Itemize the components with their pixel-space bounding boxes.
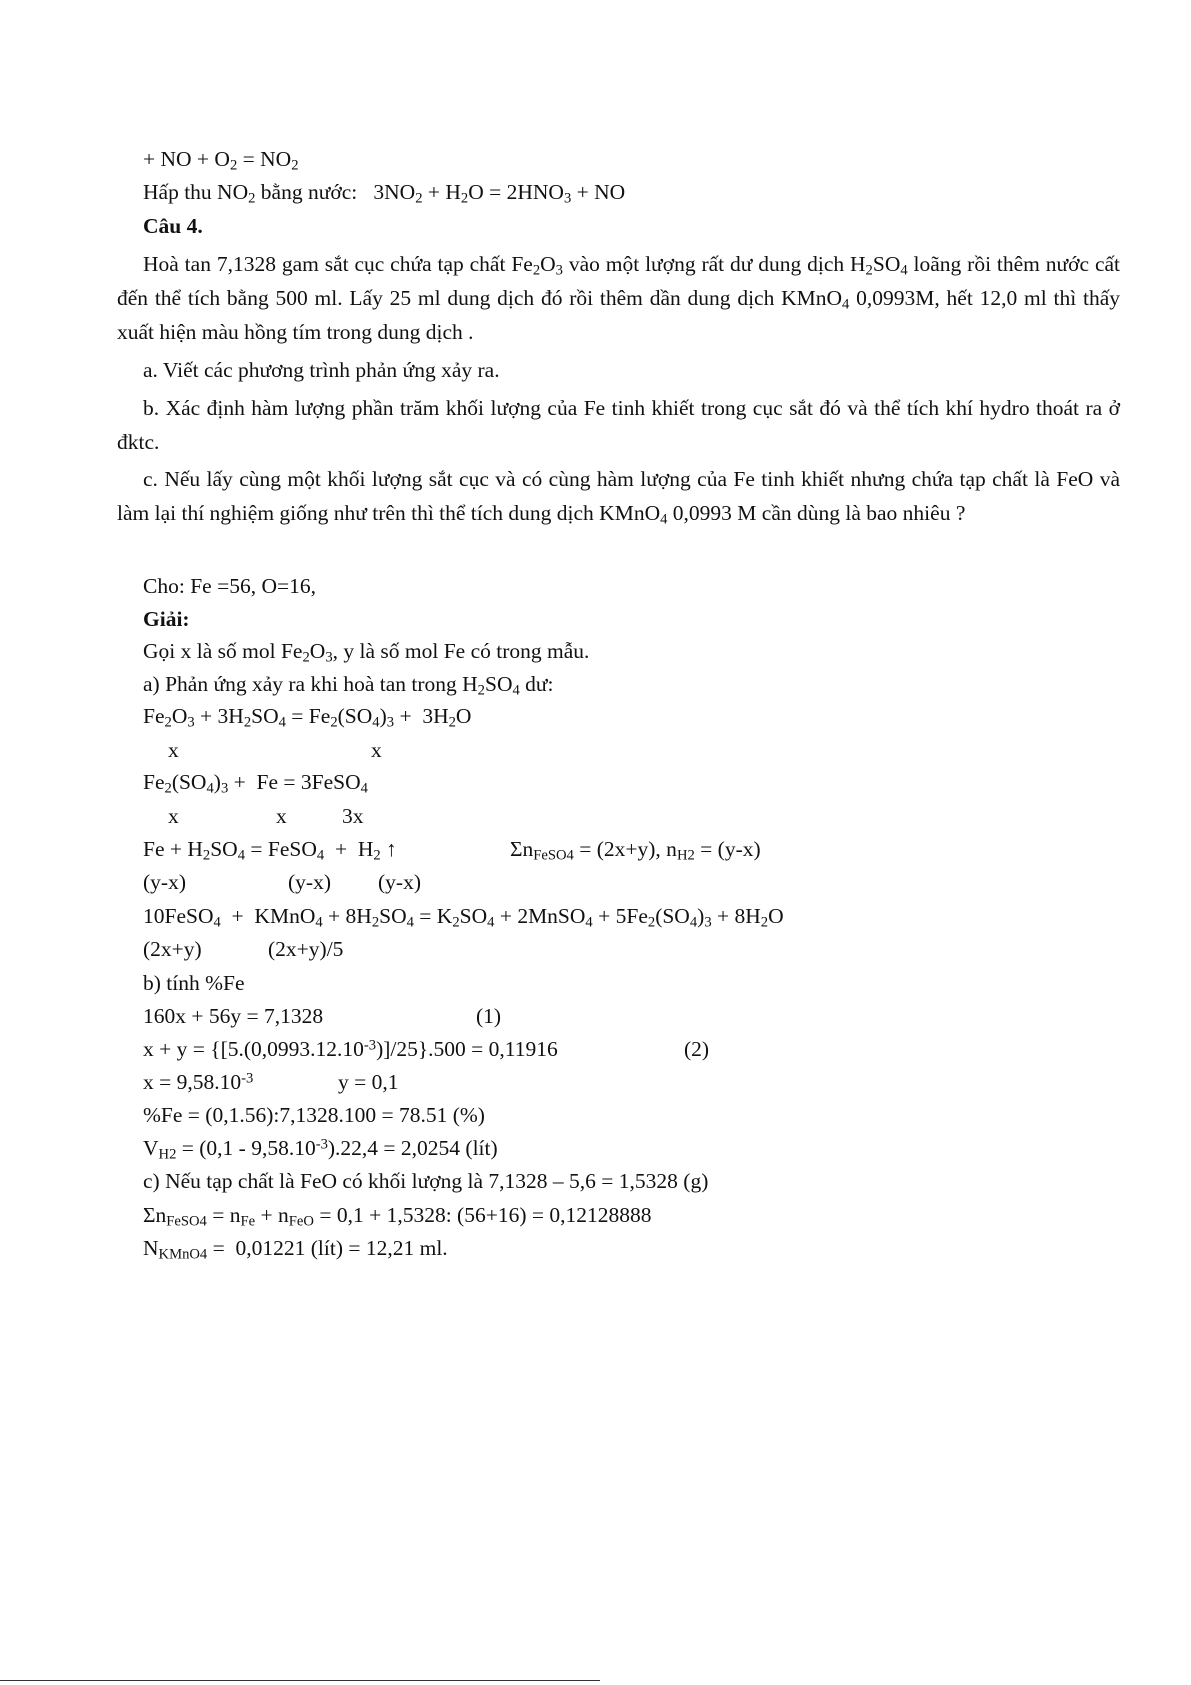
math-line-1: 160x + 56y = 7,1328: [143, 1004, 324, 1028]
solution-part-c-line-1: c) Nếu tạp chất là FeO có khối lượng là 7,1328 – 5,6 = 1,5328 (g): [143, 1169, 709, 1193]
equation-1-mol-b: x: [371, 738, 382, 762]
top-line-2: Hấp thu $NO_2$ bằng nước: $3NO_2 + H_2O = 2HNO_3$ + NO: [143, 180, 626, 207]
math-line-3a: $x = 9,58.10^{-3}$: [143, 1070, 254, 1094]
solution-line-variables: Gọi x là số mol $Fe_2O_3$, y là số mol Fe có trong mẫu.: [143, 639, 590, 666]
question-intro: Hoà tan 7,1328 gam sắt cục chứa tạp chất $Fe_2O_3$ vào một lượng rất dư dung dịch $H_2SO_4$ loãng rồi thêm nước cất đến thể tích bằng 500 ml. Lấy 25 ml dung dịch đó rồi thêm dần dung dịch KMnO$_4$ 0,0993M, hết 12,0 ml thì thấy xuất hiện màu hồng tím trong dung dịch .: [117, 252, 1121, 344]
equation-4-mol-b: (2x+y)/5: [268, 937, 344, 961]
given-values: Cho: Fe =56, O=16,: [143, 574, 316, 598]
equation-2-mol-a: x: [168, 804, 179, 828]
equation-1-mol-a: x: [168, 738, 179, 762]
math-line-3b: y = 0,1: [338, 1070, 399, 1094]
solution-part-c-line-3: $N_{KMnO4} = 0,01221$ (lít) = 12,21 ml.: [143, 1236, 448, 1263]
equation-3-sum: $\Sigma n_{FeSO4} = (2x+y)$, $n_{H2} = (y-x)$: [510, 837, 761, 864]
math-line-5: $V_{H2} = (0,1 - 9,58.10^{-3}).22,4 = 2,0254$ (lít): [143, 1136, 498, 1163]
math-line-2-tag: (2): [684, 1037, 710, 1061]
question-title: Câu 4.: [143, 214, 203, 238]
top-line-1: + NO + $O_2 = NO_2$: [143, 147, 299, 174]
equation-2-mol-c: 3x: [342, 804, 364, 828]
equation-2-mol-b: x: [276, 804, 287, 828]
equation-1: $Fe_2O_3 + 3H_2SO_4 = Fe_2(SO_4)_3 + 3H_2O$: [143, 704, 472, 731]
solution-part-c-line-2: $\Sigma n_{FeSO4} = n_{Fe} + n_{FeO} = 0,1 + 1,5328$: (56+16) = 0,12128888: [143, 1203, 652, 1230]
solution-part-b-title: b) tính %Fe: [143, 971, 245, 995]
question-part-a: a. Viết các phương trình phản ứng xảy ra.: [143, 358, 500, 382]
equation-3-mol-b: (y-x): [288, 870, 331, 894]
math-line-1-tag: (1): [476, 1004, 502, 1028]
question-part-c: c. Nếu lấy cùng một khối lượng sắt cục và có cùng hàm lượng của Fe tinh khiết nhưng chứa tạp chất là FeO và làm lại thí nghiệm giống như trên thì thể tích dung dịch KMnO$_4$ 0,0993 M cần dùng là bao nhiêu ?: [117, 467, 1120, 528]
equation-4-mol-a: (2x+y): [143, 937, 202, 961]
solution-part-a-title: a) Phản ứng xảy ra khi hoà tan trong $H_2SO_4$ dư:: [143, 672, 554, 699]
solution-title: Giải:: [143, 607, 190, 631]
equation-3: $Fe + H_2SO_4$ = FeSO$_4$ + $H_2$ ↑: [143, 837, 397, 864]
footer-rule: [0, 1680, 600, 1681]
equation-3-mol-c: (y-x): [378, 870, 421, 894]
math-line-4: %Fe = (0,1.56):7,1328.100 = 78.51 (%): [143, 1103, 485, 1127]
equation-4: 10FeSO$_4$ + KMnO$_4$ + $8H_2SO_4 = K_2SO_4$ + 2MnSO$_4$ + $5Fe_2(SO_4)_3 + 8H_2O$: [143, 904, 784, 931]
equation-2: $Fe_2(SO_4)_3 + Fe$ = 3FeSO$_4$: [143, 770, 368, 797]
math-line-2: $x + y = \{[5.(0,0993.12.10^{-3})]/25\}.500 = 0,11916$: [143, 1037, 558, 1061]
equation-3-mol-a: (y-x): [143, 870, 186, 894]
question-part-b: b. Xác định hàm lượng phần trăm khối lượng của Fe tinh khiết trong cục sắt đó và thể tích khí hydro thoát ra ở đktc.: [117, 396, 1120, 454]
